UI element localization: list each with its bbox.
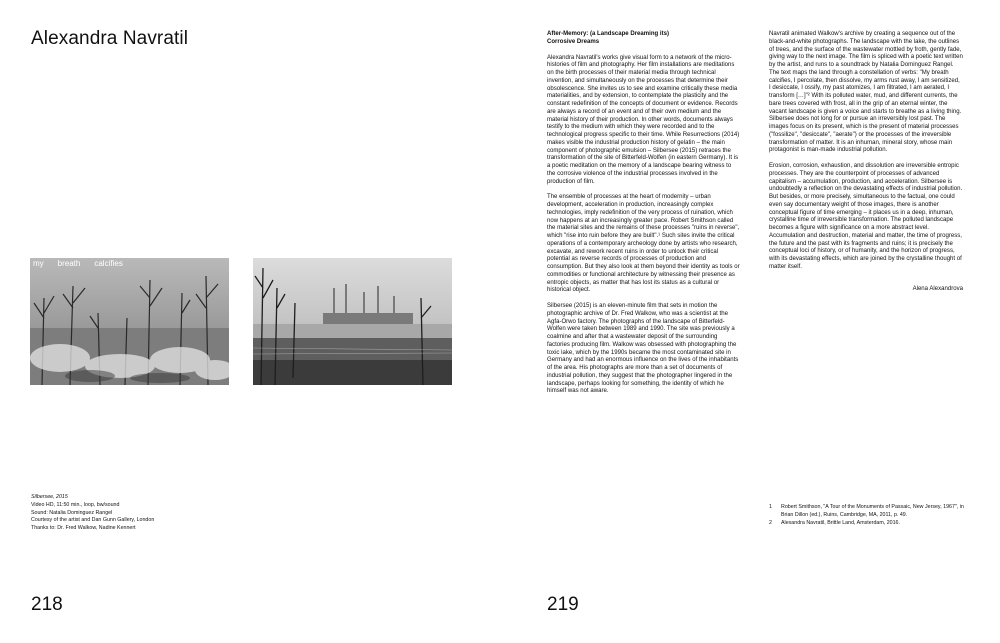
essay-column-2 bbox=[769, 31, 963, 301]
footnote-number: 2 bbox=[769, 520, 772, 527]
credits-title: Silbersee, 2015 bbox=[31, 494, 68, 500]
work-credits bbox=[31, 494, 271, 533]
essay-paragraph: The ensemble of processes at the heart of modernity – urban development, acceleration in production, increasingly complex technologies, imply redefinition of the very process of ruination, which now happens at an increasingly greater pace. Robert Smithson called the material sites and the remains of these processes "ruins in reverse", which "rise into ruin before they are built".¹ Such sites invite the critical operations of a contemporary archeology done by artists who research, excavate, and rework recent ruins in order to unlock their critical potential as reverse records of processes of production and consumption. But they also look at them beyond their identity as tools or commodities or functional architecture by witnessing their presence as entropic objects, as matter that has lost its status as a cultural or historical object. bbox=[547, 194, 740, 294]
footnote-text: Alexandra Navratil, Brittle Land, Amsterdam, 2016. bbox=[781, 520, 900, 527]
footnote-text: Robert Smithson, "A Tour of the Monuments of Passaic, New Jersey, 1967", in Brian Dillon (ed.), Ruins, Cambridge, MA, 2011, p. 49. bbox=[781, 504, 964, 518]
essay-paragraph: Silbersee (2015) is an eleven-minute film that sets in motion the photographic archive of Dr. Fred Walkow, who was a scientist at the Agfa-Orwo factory. The photographs of the landscape of Bitterfeld-Wolfen were taken between 1989 and 1990. The site was previously a coalmine and after that a wastewater deposit of the surrounding factories producing film. Walkow was obsessed with photographing the toxic lake, which by the 1990s became the most contaminated site in Germany and had an enormous influence on the lives of the inhabitants of the area. His photographs are more than a set of documents of industrial pollution, they suggest that the photographer lingered in the landscape, perhaps looking for something, the identity of which he himself was not aware. bbox=[547, 303, 739, 395]
artist-name: Alexandra Navratil bbox=[31, 28, 189, 49]
page-number-left: 218 bbox=[31, 594, 63, 615]
film-still-photo-2 bbox=[253, 258, 452, 385]
essay-title-line: After-Memory: (a Landscape Dreaming its) bbox=[547, 31, 669, 37]
caption-word: my bbox=[33, 259, 44, 268]
footnotes bbox=[769, 504, 969, 529]
footnote bbox=[769, 520, 969, 528]
footnote bbox=[769, 504, 969, 519]
photo-caption-words bbox=[33, 259, 137, 268]
page-number-right: 219 bbox=[547, 594, 579, 615]
credits-line: Courtesy of the artist and Dan Gunn Gallery, London bbox=[31, 517, 155, 524]
credits-line: Video HD, 11:50 min., loop, bw/sound bbox=[31, 501, 120, 508]
essay-paragraph: Alexandra Navratil's works give visual form to a network of the micro-histories of film and photography. Her film installations are meditations on the birth processes of their material media through technical invention, and simultaneously on the processes that determine their obsolescence. She invites us to see and examine critically these media materialities, and by extension, to contemplate the plasticity and the constant redefinition of the concepts of document or evidence. Records are always a record of an event and of their own medium and the material history of their production. In other words, documents always testify to the medium with which they were recorded and to the technological progress specific to their time. While Resurrections (2014) makes visible the industrial production history of gelatin – the main component of photographic emulsion – Silbersee (2015) retraces the transformation of the site of Bitterfeld-Wolfen (in eastern Germany). It is a poetic meditation on the memory of a landscape bearing witness to the corrosive violence of the industrial processes involved in the production of film. bbox=[547, 54, 740, 185]
frozen-landscape-image bbox=[30, 258, 229, 385]
film-still-photo-1 bbox=[30, 258, 229, 385]
industrial-lake-image bbox=[253, 258, 452, 385]
caption-word: calcifies bbox=[94, 259, 123, 268]
credits-line: Sound: Natalia Dominguez Rangel bbox=[31, 509, 113, 516]
caption-word: breath bbox=[57, 259, 81, 268]
footnote-number: 1 bbox=[769, 504, 772, 510]
right-page bbox=[500, 0, 1000, 643]
essay-author: Alena Alexandrova bbox=[912, 285, 963, 292]
essay-paragraph: Erosion, corrosion, exhaustion, and dissolution are irreversible entropic processes. They are the counterpoint of processes of advanced capitalism – accumulation, production, and acceleration. Silbersee is undoubtedly a reflection on the devastating effects of industrial pollution. But besides, or more precisely, simultaneous to the factual, one could even say documentary weight of those images, there is another conceptual figure of time emerging – it places us in a deep, inhuman, crystalline time of irreversible transformation. The polluted landscape becomes a figure with significance on a more abstract level. Accumulation and destruction, material and matter, the time of progress, the future and the past with its fragments and ruins; it is precisely the conceptual loci of history, or of humanity, and the horizon of progress, with its devastating effects, which are joined by the crystalline thought of matter itself. bbox=[769, 163, 963, 270]
essay-title-line: Corrosive Dreams bbox=[547, 38, 600, 45]
essay-paragraph: Navratil animated Walkow's archive by creating a sequence out of the black-and-white photographs. The landscape with the lake, the outlines of trees, and the surface of the wastewater mottled by froth, gently fade, giving way to the next image. The film is spliced with a poetic text written by the artist, and runs to a soundtrack by Natalia Dominguez Rangel. The text maps the land through a constellation of verbs: "My breath calcifies, I percolate, then dissolve, my arms rust away, I am sensitized, I desiccate, I ossify, my past atomizes, I am filtrated, I am aerated, I transform […]"² With its polluted water, mud, and different currents, the bare trees covered with frost, all in the grip of an eternal winter, the vacant landscape is given a voice and starts to breathe as a living thing. Silbersee does not long for or pursue an irreversibly lost past. The images focus on its present, which is the present of material processes ("fossilize", "desiccate", "aerate") or the processes of the irreversible transformation of matter. It is an inhuman, mineral story, whose main protagonist is man-made industrial pollution. bbox=[769, 31, 963, 154]
essay-title bbox=[547, 31, 741, 47]
credits-line: Thanks to: Dr. Fred Walkow, Nadine Kennert bbox=[31, 525, 136, 532]
essay-column-1 bbox=[547, 31, 741, 404]
